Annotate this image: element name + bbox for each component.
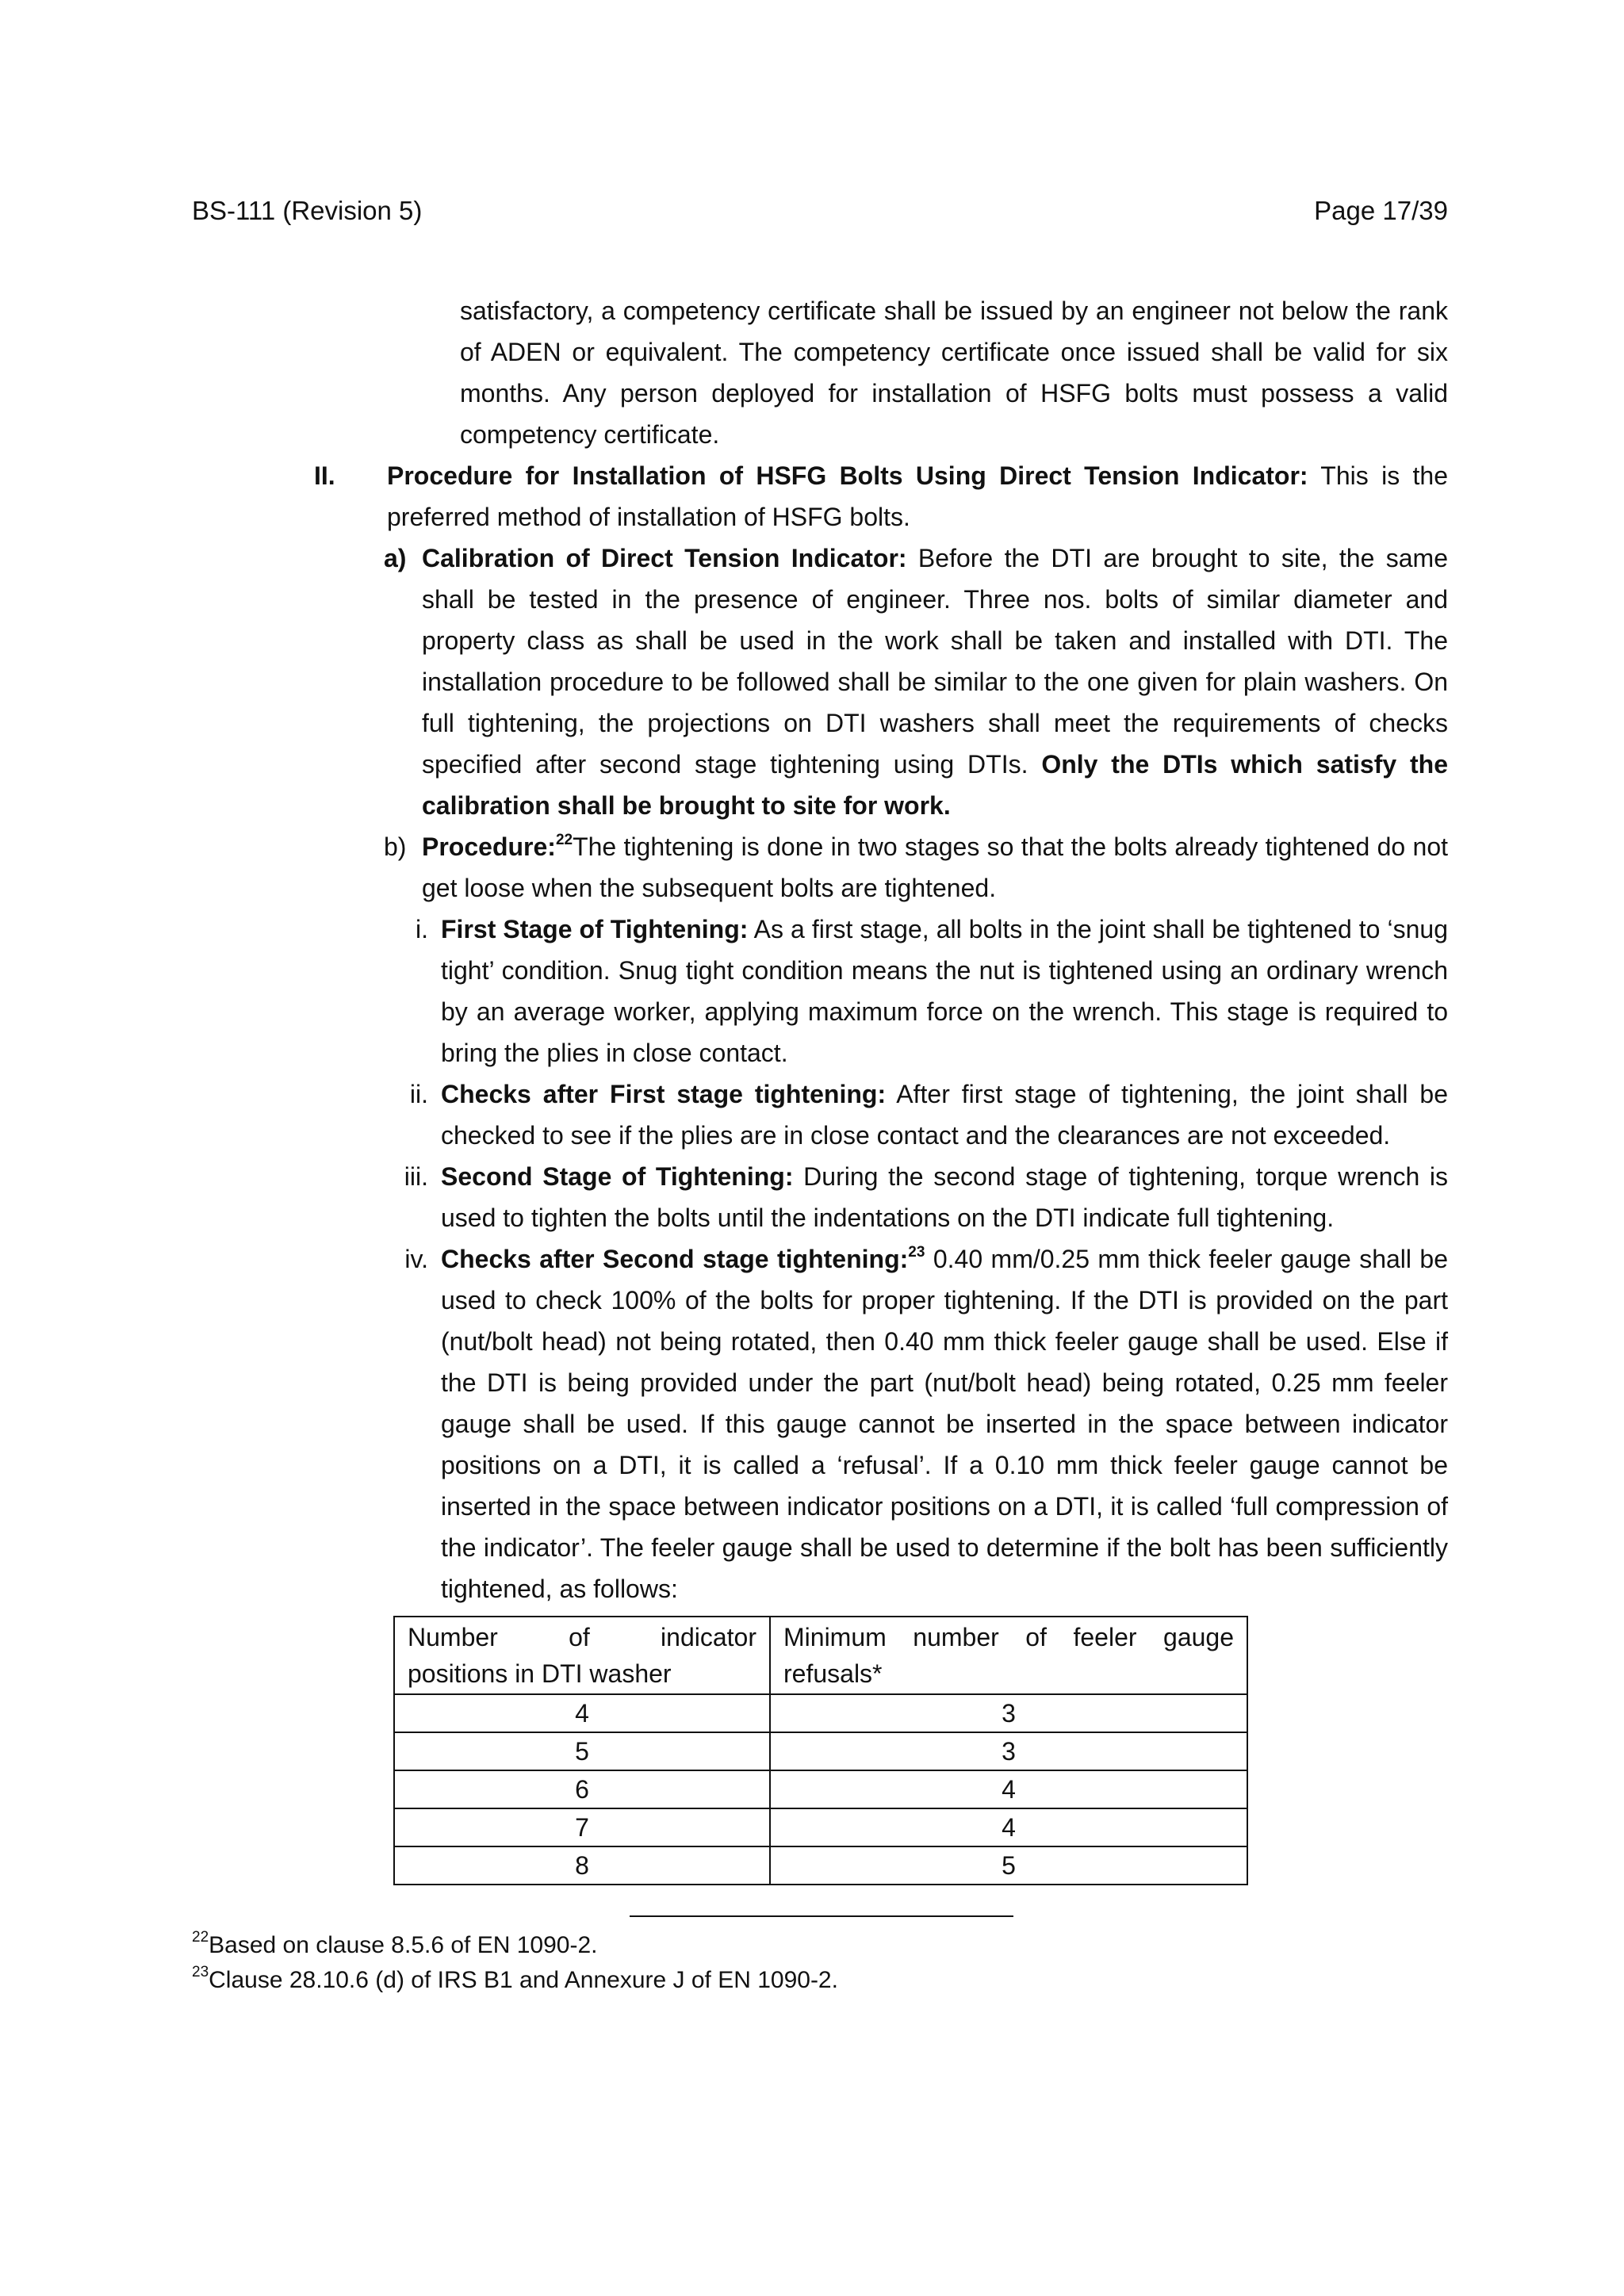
footnote-separator [630,1915,1013,1917]
item-a-text: Before the DTI are brought to site, the same shall be tested in the presence of engineer. Three nos. bolts of similar diameter and property class as shall be used in the work shall be taken and installed with DTI. The installation procedure to be followed shall be similar to the one given for plain washers. On full tightening, the projections on DTI washers shall meet the requirements of checks specified after second stage tightening using DTIs. [422,544,1449,779]
table-cell-positions: 5 [394,1732,770,1770]
sub-iii-marker: iii. [404,1162,428,1191]
table-row [394,1770,1247,1808]
footnote-23: $^{23}$Clause 28.10.6 (d) of IRS B1 and Annexure J of EN 1090-2. [192,1964,838,1993]
sub-iv-title: Checks after Second stage tightening: [441,1245,909,1273]
sub-ii-text: After first stage of tightening, the joint shall be checked to see if the plies are in close contact and the clearances are not exceeded. [441,1080,1448,1150]
item-a-paragraph [422,538,1448,826]
section-2-paragraph [387,455,1448,538]
footnote-ref-23: 23 [908,1244,925,1261]
table-header-refusals: Minimum number of feeler gauge refusals* [770,1617,1247,1694]
sub-ii-marker: ii. [409,1080,428,1108]
table-cell-positions: 6 [394,1770,770,1808]
table-cell-positions: 4 [394,1694,770,1732]
sub-iv-marker: iv. [404,1245,428,1273]
item-a-title: Calibration of Direct Tension Indicator: [422,544,907,572]
sub-iii-paragraph [441,1156,1448,1238]
table-cell-refusals: 3 [770,1694,1247,1732]
section-2-text: This is the preferred method of installation of HSFG bolts. [387,461,1449,531]
table-row [394,1732,1247,1770]
table-cell-refusals: 4 [770,1808,1247,1846]
table-cell-positions: 8 [394,1846,770,1885]
sub-i-paragraph [441,909,1448,1073]
table-row [394,1808,1247,1846]
item-b-marker: b) [384,832,407,861]
item-b-paragraph [422,826,1448,909]
table-cell-refusals: 5 [770,1846,1247,1885]
sub-iv-text: 0.40 mm/0.25 mm thick feeler gauge shall be used to check 100% of the bolts for proper tightening. If the DTI is provided on the part (nut/bolt head) not being rotated, then 0.40 mm thick feeler gauge shall be used. Else if the DTI is being provided under the part (nut/bolt head) being rotated, 0.25 mm feeler gauge shall be used. If this gauge cannot be inserted in the space between indicator positions on a DTI, it is called a ‘refusal’. If a 0.10 mm thick feeler gauge cannot be inserted in the space between indicator positions on a DTI, it is called ‘full compression of the indicator’. The feeler gauge shall be used to determine if the bolt has been sufficiently tightened, as follows: [441,1245,1449,1603]
table-header-row [394,1617,1247,1694]
footnote-ref-22: 22 [555,832,573,848]
sub-iii-text: During the second stage of tightening, torque wrench is used to tighten the bolts until the indentations on the DTI indicate full tightening. [441,1162,1449,1232]
sub-i-title: First Stage of Tightening: [441,915,749,943]
table-row [394,1694,1247,1732]
item-b-title: Procedure: [422,832,556,861]
section-2-marker: II. [314,461,335,490]
sub-iv-paragraph [441,1238,1448,1609]
table-cell-refusals: 4 [770,1770,1247,1808]
page-number: Page 17/39 [1314,196,1448,225]
sub-i-text: As a first stage, all bolts in the joint shall be tightened to ‘snug tight’ condition. Snug tight condition means the nut is tightened using an ordinary wrench by an average worker, applying maximum force on the wrench. This stage is required to bring the plies in close contact. [441,915,1449,1067]
item-a-marker: a) [384,544,407,572]
sub-i-marker: i. [416,915,428,943]
section-2-title: Procedure for Installation of HSFG Bolts Using Direct Tension Indicator: [387,461,1308,490]
table-cell-positions: 7 [394,1808,770,1846]
sub-iii-title: Second Stage of Tightening: [441,1162,794,1191]
table-cell-refusals: 3 [770,1732,1247,1770]
item-b-text: The tightening is done in two stages so that the bolts already tightened do not get loose when the subsequent bolts are tightened. [422,832,1448,902]
document-id: BS-111 (Revision 5) [192,196,423,225]
sub-ii-title: Checks after First stage tightening: [441,1080,887,1108]
footnote-22: $^{22}$Based on clause 8.5.6 of EN 1090-2. [192,1929,598,1958]
table-header-positions: Number of indicator positions in DTI washer [394,1617,770,1694]
sub-ii-paragraph [441,1073,1448,1156]
item-a-bold-end: Only the DTIs which satisfy the calibration shall be brought to site for work. [422,750,1449,820]
dti-refusal-table [393,1616,1248,1885]
intro-paragraph: satisfactory, a competency certificate shall be issued by an engineer not below the rank of ADEN or equivalent. The competency certificate once issued shall be valid for six months. Any person deployed for installation of HSFG bolts must possess a valid competency certificate. [460,297,1448,449]
table-row [394,1846,1247,1885]
